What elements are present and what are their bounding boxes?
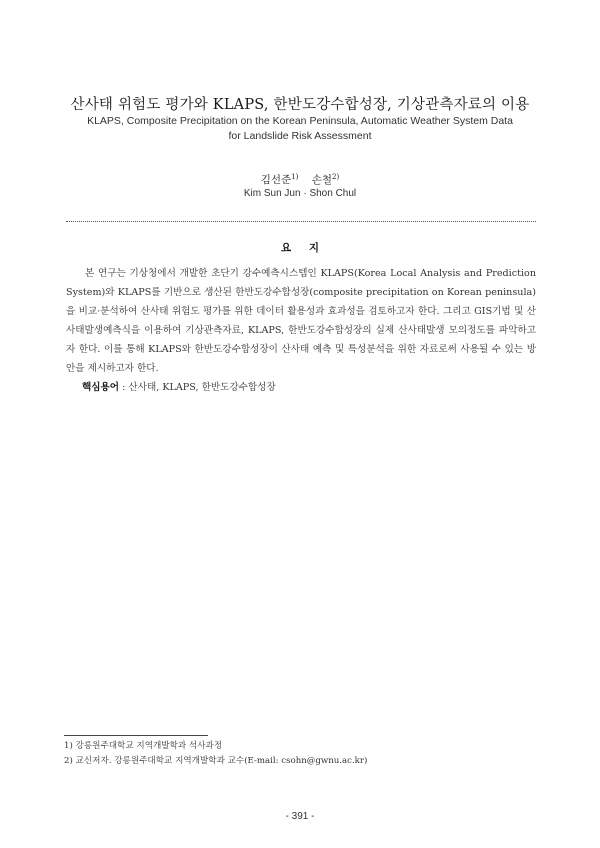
footnote-1: 1) 강릉원주대학교 지역개발학과 석사과정 bbox=[64, 741, 223, 751]
paper-title-english-line2: for Landslide Risk Assessment bbox=[228, 130, 372, 142]
keywords-label: 핵심용어 bbox=[82, 382, 120, 393]
keywords-line bbox=[82, 379, 536, 393]
paper-title-english bbox=[0, 114, 600, 144]
abstract-heading: 요 지 bbox=[281, 242, 319, 254]
footnote-divider bbox=[64, 735, 208, 736]
paper-title-english-line1: KLAPS, Composite Precipitation on the Korean Peninsula, Automatic Weather System Data bbox=[87, 115, 513, 127]
page-number: - 391 - bbox=[285, 811, 315, 822]
header-divider bbox=[66, 221, 536, 222]
keywords-value: 산사태, KLAPS, 한반도강수합성장 bbox=[128, 382, 276, 393]
footnotes bbox=[64, 739, 534, 769]
paper-title-korean: 산사태 위험도 평가와 KLAPS, 한반도강수합성장, 기상관측자료의 이용 bbox=[70, 97, 530, 113]
abstract-body: 본 연구는 기상청에서 개발한 초단기 강수예측시스템인 KLAPS(Korea Local Analysis and Prediction System)와 KLAPS를 기반으로 생산된 한반도강수합성장(composite precipitation on Korean peninsula)을 비교·분석하여 산사태 위험도 평가를 위한 데이터 활용성과 효과성을 검토하고자 한다. 그리고 GIS기법 및 산사태발생예측식을 이용하여 기상관측자료, KLAPS, 한반도강수합성장의 실제 산사태발생 모의정도를 파악하고자 한다. 이를 통해 KLAPS와 한반도강수합성장이 산사태 예측 및 특성분석을 위한 자료로써 사용될 수 있는 방안을 제시하고자 한다. bbox=[66, 268, 536, 374]
footnote-2: 2) 교신저자. 강릉원주대학교 지역개발학과 교수(E-mail: csohn@gwnu.ac.kr) bbox=[64, 756, 368, 766]
authors-english: Kim Sun Jun · Shon Chul bbox=[243, 188, 357, 199]
author1-footnote-mark: 1) bbox=[291, 173, 299, 181]
author2-name: 손철 bbox=[311, 174, 333, 186]
authors-korean bbox=[0, 172, 600, 187]
keywords-separator: : bbox=[119, 382, 129, 393]
author1-name: 김선준 bbox=[260, 174, 292, 186]
author2-footnote-mark: 2) bbox=[332, 173, 340, 181]
